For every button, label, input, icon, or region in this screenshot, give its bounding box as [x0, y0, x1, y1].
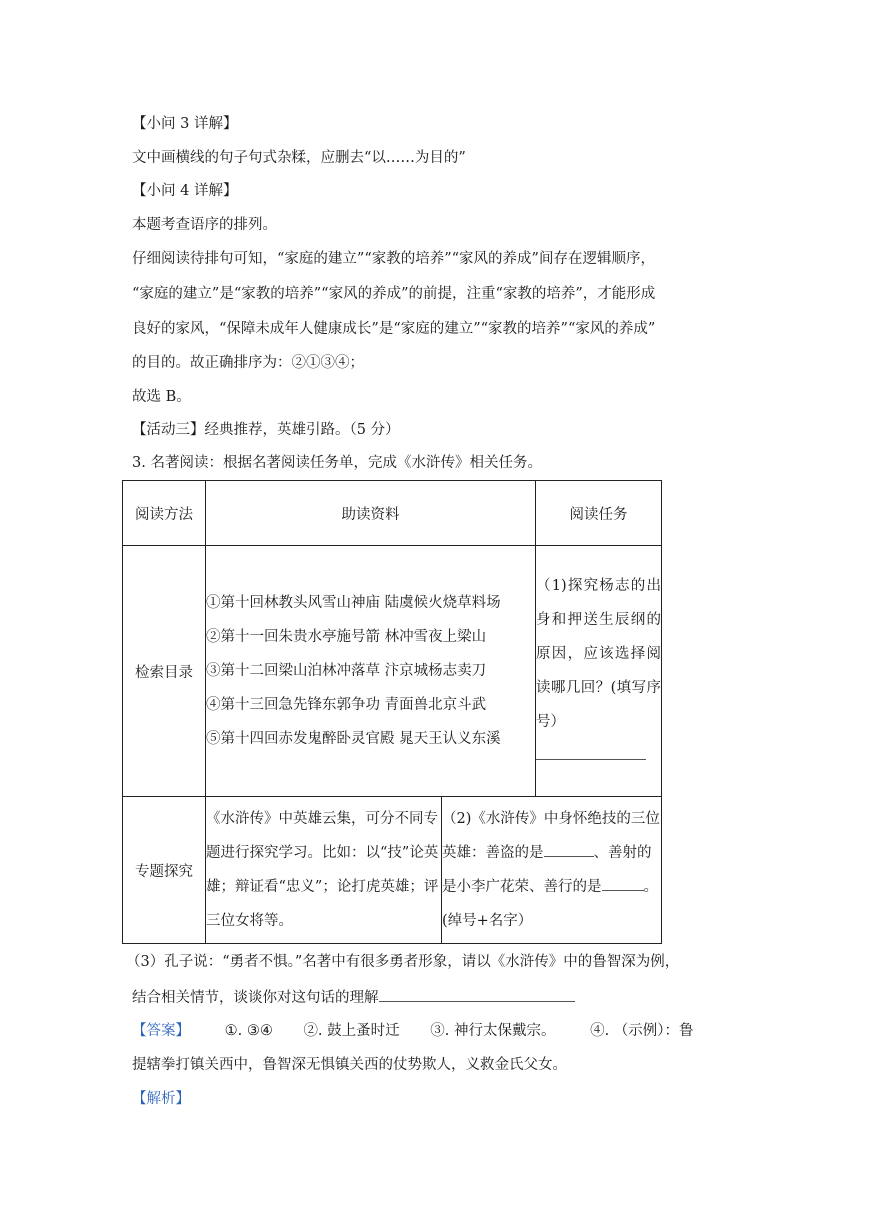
q3-text: 文中画横线的句子句式杂糅，应删去“以……为目的” [132, 150, 466, 166]
answer-blank [379, 987, 575, 1002]
answer-item: ①. ③④ [224, 1023, 273, 1039]
activity-3-heading: 【活动三】经典推荐，英雄引路。（5 分） [132, 422, 400, 438]
row-label-topic: 专题探究 [123, 797, 206, 944]
row-label-catalog: 检索目录 [123, 546, 206, 797]
task-2-cell [442, 797, 662, 944]
answer-item: ②. 鼓上蚤时迁 [303, 1023, 400, 1039]
answer-line-2: 提辖拳打镇关西中，鲁智深无惧镇关西的仗势欺人，义救金氏父女。 [132, 1057, 567, 1073]
analysis-label: 【解析】 [132, 1091, 190, 1107]
answer-item: ③. 神行太保戴宗。 [430, 1023, 556, 1039]
answer-line [132, 1021, 694, 1041]
question-3-intro: 3. 名著阅读：根据名著阅读任务单，完成《水浒传》相关任务。 [132, 455, 542, 471]
task-2-text-b: 、善射的是小李广花荣、善行的是 [442, 845, 652, 895]
catalog-item: ④第十三回急先锋东郭争功 青面兽北京斗武 [206, 697, 487, 713]
q4-line-3: “家庭的建立”是“家教的培养”“家风的养成”的前提，注重“家教的培养”，才能形成 [132, 286, 656, 302]
catalog-item: ⑤第十四回赤发鬼醉卧灵官殿 晁天王认义东溪 [206, 731, 501, 747]
q4-line-1: 本题考查语序的排列。 [132, 217, 277, 233]
q4-line-5: 的目的。故正确排序为：②①③④； [132, 355, 364, 371]
q3-sub-line-2 [132, 987, 575, 1008]
q4-line-6: 故选 B。 [132, 389, 191, 405]
q3-sub-text: 结合相关情节，谈谈你对这句话的理解 [132, 990, 379, 1006]
table-row [123, 797, 662, 944]
catalog-item: ③第十二回梁山泊林冲落草 汴京城杨志卖刀 [206, 663, 487, 679]
table-header-row [123, 481, 662, 546]
answer-item: ④. （示例）：鲁 [590, 1023, 694, 1039]
q3-heading: 【小问 3 详解】 [132, 116, 238, 132]
reading-task-table [122, 480, 662, 944]
answer-blank [544, 842, 594, 857]
task-2-text-c: 。(绰号+名字） [442, 879, 658, 929]
header-task: 阅读任务 [536, 481, 662, 546]
answer-blank [602, 876, 644, 891]
header-materials: 助读资料 [206, 481, 536, 546]
answer-label: 【答案】 [132, 1023, 190, 1039]
task-2-text-a: （2)《水浒传》中身怀绝技的三位英雄：善盗的是 [442, 811, 660, 861]
topic-text: 《水浒传》中英雄云集，可分不同专题进行探究学习。比如：以“技”论英雄；辩证看“忠义”；论打虎英雄；评三位女将等。 [206, 797, 442, 944]
task-1-cell [536, 546, 662, 797]
header-method: 阅读方法 [123, 481, 206, 546]
q3-sub-line-1: （3）孔子说：“勇者不惧。”名著中有很多勇者形象，请以《水浒传》中的鲁智深为例， [126, 954, 680, 970]
catalog-list [206, 546, 536, 797]
task-1-text: （1)探究杨志的出身和押送生辰纲的原因，应该选择阅读哪几回？(填写序号） [536, 578, 661, 730]
catalog-item: ②第十一回朱贵水亭施号箭 林冲雪夜上梁山 [206, 629, 487, 645]
q4-line-4: 良好的家风，“保障未成年人健康成长”是“家庭的建立”“家教的培养”“家风的养成” [132, 321, 656, 337]
catalog-item: ①第十回林教头风雪山神庙 陆虞候火烧草料场 [206, 595, 501, 611]
q4-heading: 【小问 4 详解】 [132, 183, 238, 199]
q4-line-2: 仔细阅读待排句可知，“家庭的建立”“家教的培养”“家风的养成”间存在逻辑顺序， [132, 251, 655, 267]
table-row [123, 546, 662, 797]
answer-blank [536, 745, 646, 760]
